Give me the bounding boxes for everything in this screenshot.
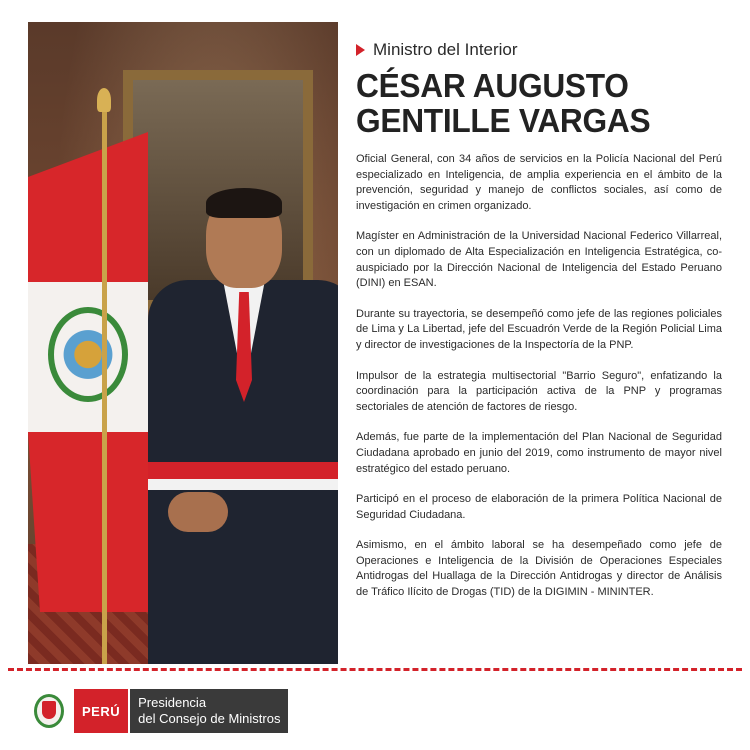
red-dashed-divider [8, 668, 742, 671]
coat-of-arms-icon [48, 307, 128, 402]
bio-paragraph: Impulsor de la estrategia multisectorial "Barrio Seguro", enfatizando la coordinación para la participación activa de la PNP y programas sectoriales de atención de factores de riesgo. [356, 369, 722, 413]
bio-paragraph: Oficial General, con 34 años de servicios en la Policía Nacional del Perú especializado en Inteligencia, de amplia experiencia en el ámbito de la prevención, seguridad y manejo de conflictos sociales, así como de investigación en crimen organizado. [356, 153, 722, 212]
org-line-1: Presidencia [138, 695, 207, 710]
bio-content [356, 40, 722, 616]
ministerial-sash [148, 462, 338, 490]
org-name [128, 689, 288, 733]
bio-paragraph: Durante su trayectoria, se desempeñó como jefe de las regiones policiales de Lima y La Libertad, jefe del Escuadrón Verde de la Región Policial Lima y director de investigaciones de la Inspectoría de la PNP. [356, 307, 722, 351]
portrait-photo [28, 22, 338, 664]
hands [168, 492, 228, 532]
bio-paragraph: Participó en el proceso de elaboración de la primera Política Nacional de Seguridad Ciudadana. [356, 493, 722, 521]
triangle-bullet-icon [356, 44, 365, 56]
bio-paragraph: Asimismo, en el ámbito laboral se ha desempeñado como jefe de Operaciones e Inteligencia de la División de Operaciones Especiales Antidrogas del Huallaga de la Dirección Antidrogas y director de Análisis de Tráfico Ilícito de Drogas (TID) de la DIGIMIN - MININTER. [356, 539, 722, 599]
flag-finial [97, 88, 111, 112]
national-seal-icon [32, 692, 66, 730]
role-title: Ministro del Interior [373, 40, 518, 59]
name-line-1: CÉSAR AUGUSTO [356, 67, 629, 104]
minister-name [356, 68, 707, 138]
bio-paragraph: Además, fue parte de la implementación del Plan Nacional de Seguridad Ciudadana aprobado en junio del 2019, como instrumento de mayor nivel estratégico del estado peruano. [356, 431, 722, 475]
name-line-2: GENTILLE VARGAS [356, 102, 651, 139]
pcm-logo [32, 688, 288, 734]
bio-paragraphs [356, 152, 722, 601]
peru-label: PERÚ [74, 689, 128, 733]
org-line-2: del Consejo de Ministros [138, 711, 281, 726]
hair [206, 188, 282, 218]
flag-pole [102, 102, 107, 664]
bio-paragraph: Magíster en Administración de la Universidad Nacional Federico Villarreal, con un diplomado de Alta Especialización en Inteligencia Estratégica, co-auspiciado por la Dirección Nacional de Inteligencia del Estado Peruano (DINI) en ESAN. [356, 230, 722, 290]
minister-figure [118, 192, 338, 664]
role-kicker [356, 40, 722, 60]
seal-shield [42, 701, 56, 719]
